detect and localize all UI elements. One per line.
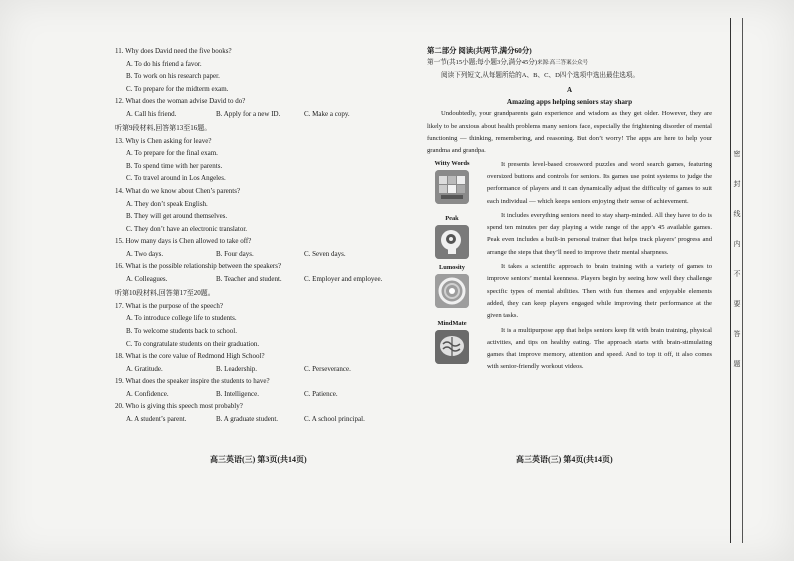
option: A. Colleagues.	[126, 274, 168, 283]
option: C. Seven days.	[304, 249, 346, 258]
app-description: It is a multipurpose app that helps seniors keep fit with brain training, physical activities, and tips on healthy eating. The approach starts with brain-stimulating games that improve memory, attention and speed. And to top it off, it also comes with senior-friendly workout videos.	[487, 326, 712, 371]
app-name: Peak	[445, 214, 459, 222]
app-block-lumosity	[427, 261, 712, 322]
app-name: Lumosity	[439, 264, 465, 272]
right-page	[427, 45, 712, 374]
seal-char: 要	[733, 300, 741, 308]
option: C. Perseverance.	[304, 364, 351, 373]
section-heading: 听第10段材料,回答第17至20题。	[115, 289, 215, 298]
section-heading: 听第9段材料,回答第13至16题。	[115, 124, 212, 133]
option: A. To prepare for the final exam.	[126, 149, 218, 158]
options-row	[115, 108, 410, 121]
binding-line	[730, 18, 731, 543]
option: B. To welcome students back to school.	[126, 327, 237, 336]
option: C. Employer and employee.	[304, 274, 383, 283]
page-footer-left: 高三英语(三) 第3页(共14页)	[210, 455, 307, 464]
option: B. Intelligence.	[216, 389, 259, 398]
seal-char: 线	[733, 210, 741, 218]
option: A. Confidence.	[126, 389, 169, 398]
option: A. A student’s parent.	[126, 414, 187, 423]
seal-char: 封	[733, 180, 741, 188]
section-text: 第一节(共15小题;每小题3分,满分45分)	[427, 59, 538, 67]
options-row	[115, 388, 410, 401]
option: C. They don’t have an electronic translator.	[126, 224, 248, 233]
options-row	[115, 363, 410, 376]
app-block-mindmate	[427, 319, 712, 374]
option: A. Two days.	[126, 249, 164, 258]
question-17: 17. What is the purpose of the speech?	[115, 301, 223, 310]
option: C. A school principal.	[304, 414, 365, 423]
option: B. To spend time with her parents.	[126, 161, 223, 170]
option: A. Gratitude.	[126, 364, 163, 373]
option: B. Four days.	[216, 249, 254, 258]
app-name: MindMate	[437, 319, 467, 327]
question-19: 19. What does the speaker inspire the students to have?	[115, 377, 270, 386]
app-name: Witty Words	[434, 159, 470, 167]
option: C. To travel around in Los Angeles.	[126, 174, 226, 183]
left-page	[115, 45, 410, 425]
option: B. They will get around themselves.	[126, 212, 228, 221]
option: A. To do his friend a favor.	[126, 59, 202, 68]
app-block-witty-words	[427, 159, 712, 208]
instruction: 阅读下列短文,从每题所给的A、B、C、D四个选项中选出最佳选项。	[441, 71, 639, 79]
option: A. Call his friend.	[126, 109, 177, 118]
option: C. To congratulate students on their graduation.	[126, 339, 260, 348]
option: C. Make a copy.	[304, 109, 350, 118]
option: C. Patience.	[304, 389, 338, 398]
option: B. To work on his research paper.	[126, 72, 220, 81]
article-title: Amazing apps helping seniors stay sharp	[506, 98, 633, 107]
question-14: 14. What do we know about Chen’s parents?	[115, 187, 241, 196]
options-row	[115, 413, 410, 426]
question-13: 13. Why is Chen asking for leave?	[115, 136, 212, 145]
option: B. Teacher and student.	[216, 274, 282, 283]
seal-char: 不	[733, 270, 741, 278]
section-source: 来源:高三答案公众号	[537, 60, 589, 67]
seal-char: 题	[733, 360, 741, 368]
question-18: 18. What is the core value of Redmond High School?	[115, 352, 265, 361]
part-title: 第二部分 阅读(共两节,满分60分)	[427, 46, 532, 55]
witty-words-icon	[435, 170, 469, 204]
passage-letter: A	[566, 85, 573, 94]
app-description: It includes everything seniors need to stay sharp-minded. All they have to do is spend ten minutes per day playing a wide range of the app’s 45 available games. Peak even includes a built-in personal trainer that helps track players’ progress and arrange the steps that they’ll need to improve their mental sharpness.	[487, 211, 712, 256]
option: B. A graduate student.	[216, 414, 279, 423]
app-side	[427, 159, 477, 204]
app-side	[427, 263, 477, 308]
question-12: 12. What does the woman advise David to do?	[115, 97, 246, 106]
app-block-peak	[427, 210, 712, 259]
question-11: 11. Why does David need the five books?	[115, 47, 232, 55]
intro-paragraph: Undoubtedly, your grandparents gain experience and wisdom as they get older. However, they are likely to be anxious about health problems many seniors face, especially the frightening disorder of mental functioning — thinking, remembering, and reasoning. But don’t worry! The apps are here to help your grandma and grandpa.	[427, 110, 712, 155]
lumosity-icon	[435, 274, 469, 308]
options-row	[115, 248, 410, 261]
option: A. To introduce college life to students.	[126, 314, 237, 323]
app-description: It takes a scientific approach to brain training with a variety of games to improve seniors’ mental keenness. Players begin by seeing how well they challenge specific types of mental abilities. Then with fun themes and enjoyable elements added, they can keep players engaged while improving their performance at the given tasks.	[487, 263, 712, 320]
app-side	[427, 214, 477, 259]
seal-char: 内	[733, 240, 741, 248]
peak-icon	[435, 225, 469, 259]
question-20: 20. Who is giving this speech most probably?	[115, 402, 243, 411]
seal-line-text	[733, 150, 741, 390]
binding-line	[742, 18, 743, 543]
option: B. Apply for a new ID.	[216, 109, 281, 118]
option: A. They don’t speak English.	[126, 199, 208, 208]
question-15: 15. How many days is Chen allowed to take off?	[115, 237, 252, 246]
options-row	[115, 273, 410, 286]
option: B. Leadership.	[216, 364, 258, 373]
app-side	[427, 319, 477, 364]
section-line	[427, 57, 712, 69]
seal-char: 答	[733, 330, 741, 338]
app-description: It presents level-based crossword puzzles and word search games, featuring oversized buttons and controls for seniors. Its games use point systems to judge the performance of players and it can dynamically adjust the difficulty of games to suit each individual — which keeps seniors enjoying their sense of achievement.	[487, 160, 712, 205]
question-16: 16. What is the possible relationship between the speakers?	[115, 262, 282, 271]
option: C. To prepare for the midterm exam.	[126, 84, 229, 93]
page-footer-right: 高三英语(三) 第4页(共14页)	[516, 455, 613, 464]
seal-char: 密	[733, 150, 741, 158]
mindmate-icon	[435, 330, 469, 364]
